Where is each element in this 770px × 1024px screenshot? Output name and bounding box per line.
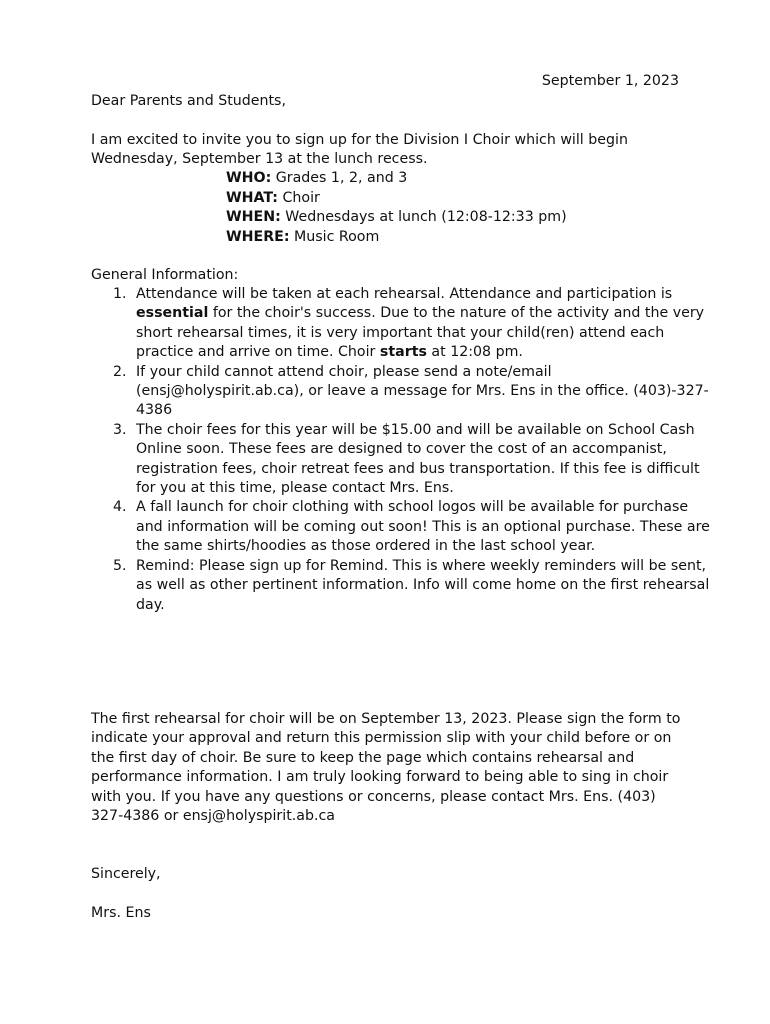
detail-when <box>226 208 567 228</box>
letter-date: September 1, 2023 <box>541 73 679 89</box>
where-value: Music Room <box>289 228 380 245</box>
general-info-heading: General Information: <box>91 267 239 283</box>
list-item <box>113 498 716 556</box>
choir-details <box>226 169 567 247</box>
item-text: Remind: Please sign up for Remind. This is where weekly reminders will be sent, as well as other pertinent information. Info will come home on the first rehearsal day. <box>136 557 710 613</box>
closing-paragraph: The first rehearsal for choir will be on September 13, 2023. Please sign the form to indicate your approval and return this permission slip with your child before or on the first day of choir. Be sure to keep the page which contains rehearsal and performance information. I am truly looking forward to being able to sing in choir with you. If you have any questions or concerns, please contact Mrs. Ens. (403) 327-4386 or ensj@holyspirit.ab.ca <box>91 711 681 825</box>
item-number: 4. <box>113 499 127 516</box>
when-value: Wednesdays at lunch (12:08-12:33 pm) <box>280 209 567 226</box>
detail-what <box>226 189 567 209</box>
item-number: 2. <box>113 363 127 380</box>
item-number: 3. <box>113 421 127 438</box>
intro-paragraph: I am excited to invite you to sign up for the Division I Choir which will begin Wednesday, September 13 at the lunch recess. <box>91 132 628 168</box>
info-list <box>91 285 716 615</box>
item-text: at 12:08 pm. <box>426 344 523 361</box>
item-text: Attendance will be taken at each rehearsal. Attendance and participation is <box>136 286 673 302</box>
list-item <box>113 363 716 421</box>
who-label: WHO: <box>226 170 272 186</box>
list-item <box>113 285 716 363</box>
list-item <box>113 421 716 499</box>
item-text: A fall launch for choir clothing with school logos will be available for purchase and information will be coming out soon! This is an optional purchase. These are the same shirts/hoodies as those ordered in the last school year. <box>136 499 710 555</box>
signature-name: Mrs. Ens <box>91 905 151 921</box>
where-label: WHERE: <box>226 228 290 245</box>
item-bold: starts <box>379 344 427 361</box>
item-number: 5. <box>113 557 127 574</box>
item-text: The choir fees for this year will be $15.00 and will be available on School Cash Online soon. These fees are designed to cover the cost of an accompanist, registration fees, choir retreat fees and bus transportation. If this fee is difficult for you at this time, please contact Mrs. Ens. <box>136 421 700 497</box>
what-label: WHAT: <box>226 189 278 206</box>
greeting: Dear Parents and Students, <box>91 93 286 109</box>
item-bold: essential <box>136 305 209 322</box>
when-label: WHEN: <box>226 209 281 226</box>
item-number: 1. <box>113 286 127 302</box>
sign-off: Sincerely, <box>91 866 161 882</box>
what-value: Choir <box>277 189 320 206</box>
item-text: If your child cannot attend choir, please send a note/email (ensj@holyspirit.ab.ca), or leave a message for Mrs. Ens in the office. (403)-327-4386 <box>136 363 709 419</box>
list-item <box>113 557 716 615</box>
detail-who <box>226 169 567 189</box>
who-value: Grades 1, 2, and 3 <box>271 170 408 186</box>
item-text: for the choir's success. Due to the nature of the activity and the very short rehearsal times, it is very important that your child(ren) attend each practice and arrive on time. Choir <box>136 305 705 361</box>
detail-where <box>226 228 567 248</box>
